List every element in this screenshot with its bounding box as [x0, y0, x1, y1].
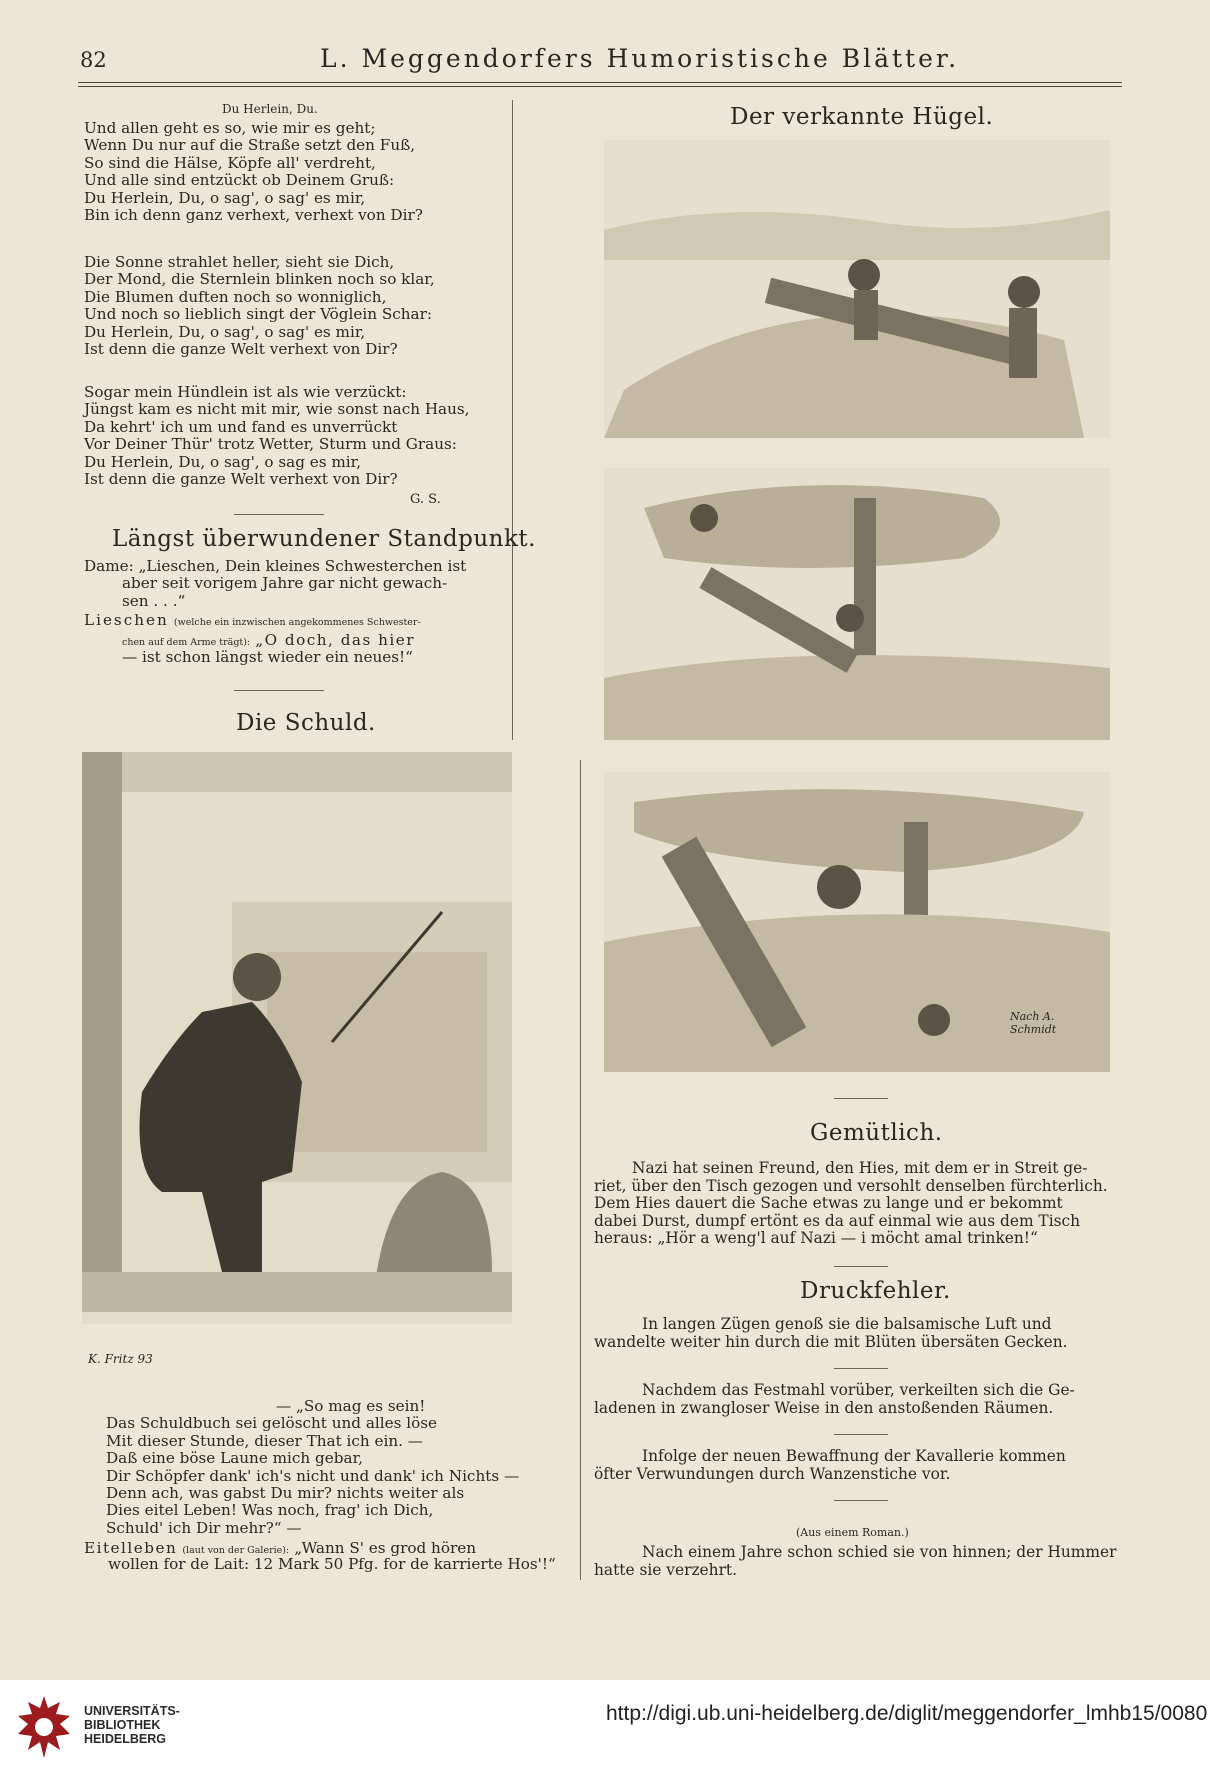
text-line: [84, 630, 466, 649]
section-separator: [834, 1434, 888, 1435]
speaker-name: Eitelleben: [84, 1539, 178, 1557]
verse-line: Das Schuldbuch sei gelöscht und alles löse: [106, 1414, 437, 1433]
reply-text: „O doch, das hier: [255, 630, 415, 649]
text-line: wandelte weiter hin durch die mit Blüten übersäten Gecken.: [594, 1332, 1068, 1351]
standpunkt-title: Längst überwundener Standpunkt.: [112, 526, 536, 552]
poem-line: Vor Deiner Thür' trotz Wetter, Sturm und Graus:: [84, 435, 457, 454]
poem-line: Ist denn die ganze Welt verhext von Dir?: [84, 470, 398, 489]
poem-line: Du Herlein, Du, o sag', o sag' es mir,: [84, 188, 366, 207]
poem-line: Ist denn die ganze Welt verhext von Dir?: [84, 340, 398, 359]
library-name-line: BIBLIOTHEK: [84, 1718, 161, 1732]
reply-text: „Wann S' es grod hören: [294, 1539, 477, 1557]
text-line: heraus: „Hör a weng'l auf Nazi — i möcht amal trinken!“: [594, 1229, 1038, 1248]
poem-line: Du Herlein, Du, o sag', o sag es mir,: [84, 452, 362, 471]
section-separator: [234, 690, 324, 691]
poem-line: Da kehrt' ich um und fand es unverrückt: [84, 417, 398, 436]
text-line: [84, 610, 466, 629]
poem-line: Der Mond, die Sternlein blinken noch so klar,: [84, 270, 435, 289]
druckfehler-item-3: [594, 1448, 1118, 1483]
artist-signature: K. Fritz 93: [88, 1352, 153, 1366]
header-rule-2: [78, 86, 1122, 87]
text-line: aber seit vorigem Jahre gar nicht gewach-: [122, 574, 448, 593]
poem-line: Und alle sind entzückt ob Deinem Gruß:: [84, 171, 395, 190]
text-line: Dame: „Lieschen, Dein kleines Schwesterchen ist: [84, 557, 467, 575]
text-line: Nachdem das Festmahl vorüber, verkeilten sich die Ge-: [642, 1381, 1075, 1399]
huegel-title: Der verkannte Hügel.: [730, 104, 994, 130]
speaker-name: Lieschen: [84, 611, 169, 630]
library-name-line: HEIDELBERG: [84, 1732, 166, 1746]
verse-line: Schuld' ich Dir mehr?“ —: [106, 1518, 302, 1537]
gemuetlich-title: Gemütlich.: [810, 1120, 943, 1146]
page-number: 82: [80, 48, 107, 72]
source-url-link[interactable]: http://digi.ub.uni-heidelberg.de/diglit/meggendorfer_lmhb15/0080: [606, 1702, 1208, 1725]
verse-line: Daß eine böse Laune mich gebar,: [106, 1449, 363, 1468]
text-line: — ist schon längst wieder ein neues!“: [122, 648, 413, 667]
poem-line: Die Sonne strahlet heller, sieht sie Dich,: [84, 253, 395, 271]
illustration-theater-actor: [82, 752, 512, 1324]
section-separator: [834, 1266, 888, 1267]
stage-note: (laut von der Galerie):: [182, 1545, 290, 1556]
druckfehler-item-1: [594, 1316, 1118, 1351]
standpunkt-body: [84, 558, 466, 666]
poem-line: Wenn Du nur auf die Straße setzt den Fuß,: [84, 136, 416, 155]
illustration-seesaw-1: [604, 140, 1110, 438]
schuld-reply-2: wollen for de Lait: 12 Mark 50 Pfg. for de karrierte Hos'!“: [108, 1555, 556, 1573]
text-line: dabei Durst, dumpf ertönt es da auf einmal wie aus dem Tisch: [594, 1211, 1081, 1230]
section-separator: [834, 1098, 888, 1099]
text-line: hatte sie verzehrt.: [594, 1560, 738, 1579]
artist-signature: Nach A. Schmidt: [1010, 1010, 1057, 1036]
druckfehler-item-2: [594, 1382, 1118, 1417]
poem-signature: G. S.: [410, 492, 441, 507]
poem-line: Sogar mein Hündlein ist als wie verzückt:: [84, 383, 407, 401]
stage-note: chen auf dem Arme trägt):: [122, 636, 251, 648]
poem-line: So sind die Hälse, Köpfe all' verdreht,: [84, 153, 376, 172]
druckfehler-item-4: [594, 1544, 1118, 1579]
gemuetlich-body: [594, 1160, 1118, 1248]
verse-line: Dir Schöpfer dank' ich's nicht und dank' ich Nichts —: [106, 1466, 520, 1485]
section-separator: [234, 514, 324, 515]
text-line: Infolge der neuen Bewaffnung der Kavallerie kommen: [642, 1447, 1066, 1465]
column-divider-bottom: [580, 760, 581, 1580]
text-line: riet, über den Tisch gezogen und versohlt denselben fürchterlich.: [594, 1176, 1108, 1195]
text-line: öfter Verwundungen durch Wanzenstiche vor.: [594, 1464, 951, 1483]
illustration-seesaw-2: [604, 468, 1110, 740]
poem-line: Und noch so lieblich singt der Vöglein Schar:: [84, 305, 432, 324]
library-name: [84, 1704, 180, 1746]
verse-line: Mit dieser Stunde, dieser That ich ein. —: [106, 1431, 423, 1450]
text-line: Nach einem Jahre schon schied sie von hinnen; der Hummer: [642, 1543, 1117, 1561]
verse-line: Denn ach, was gabst Du mir? nichts weiter als: [106, 1484, 465, 1503]
text-line: In langen Zügen genoß sie die balsamische Luft und: [642, 1315, 1052, 1333]
section-separator: [834, 1500, 888, 1501]
poem-line: Bin ich denn ganz verhext, verhext von Dir?: [84, 206, 423, 225]
header-rule: [78, 82, 1122, 83]
text-line: Nazi hat seinen Freund, den Hies, mit dem er in Streit ge-: [632, 1159, 1088, 1177]
university-seal-logo: [14, 1694, 74, 1760]
text-line: ladenen in zwangloser Weise in den anstoßenden Räumen.: [594, 1398, 1054, 1417]
schuld-title: Die Schuld.: [236, 710, 376, 736]
poem-line: Die Blumen duften noch so wonniglich,: [84, 287, 387, 306]
poem-line: Du Herlein, Du, o sag', o sag' es mir,: [84, 322, 366, 341]
section-separator: [834, 1368, 888, 1369]
schuld-verse: [106, 1398, 519, 1537]
druckfehler-title: Druckfehler.: [800, 1278, 951, 1304]
library-name-line: UNIVERSITÄTS-: [84, 1704, 180, 1718]
text-line: sen . . .“: [122, 591, 186, 610]
poem-stanza-3: [84, 384, 470, 488]
column-divider-top: [512, 100, 513, 740]
stage-note: (welche ein inzwischen angekommenes Schwester-: [173, 617, 421, 629]
poem-stanza-1: [84, 120, 423, 224]
poem-line: Jüngst kam es nicht mit mir, wie sonst nach Haus,: [84, 400, 470, 419]
library-footer: [0, 1680, 1210, 1772]
poem-line: Und allen geht es so, wie mir es geht;: [84, 119, 376, 137]
verse-line: — „So mag es sein!: [276, 1397, 426, 1415]
verse-line: Dies eitel Leben! Was noch, frag' ich Dich,: [106, 1501, 434, 1520]
druckfehler-source: (Aus einem Roman.): [796, 1526, 909, 1539]
poem-heading: Du Herlein, Du.: [222, 102, 318, 116]
publication-title: L. Meggendorfers Humoristische Blätter.: [320, 44, 960, 73]
text-line: Dem Hies dauert die Sache etwas zu lange und er bekommt: [594, 1194, 1063, 1213]
poem-stanza-2: [84, 254, 435, 358]
